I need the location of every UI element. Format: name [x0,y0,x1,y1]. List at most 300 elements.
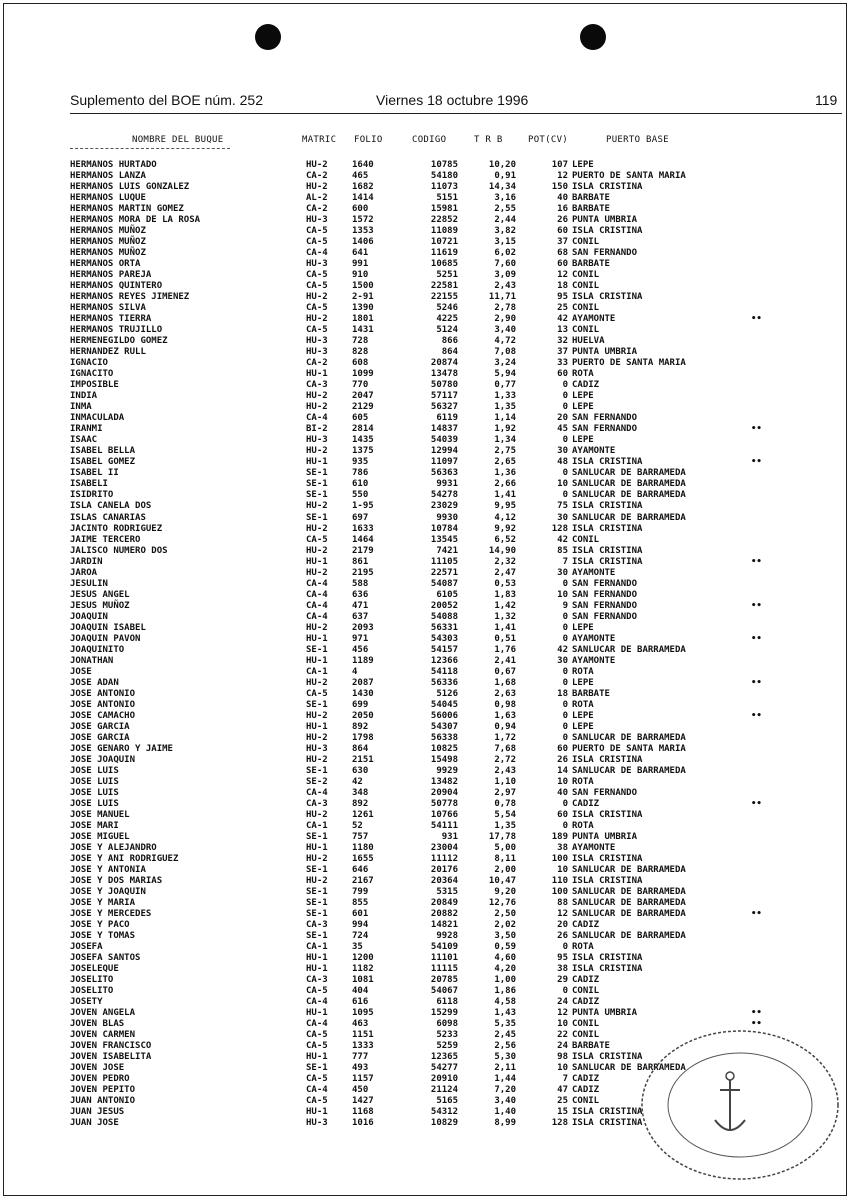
puerto-base: CONIL [572,303,600,314]
puerto-base: SANLUCAR DE BARRAMEDA [572,512,686,523]
codigo: 54067 [430,986,458,997]
codigo: 11112 [430,853,458,864]
matricula: HU-1 [306,457,328,468]
matricula: SE-1 [306,865,328,875]
codigo: 5259 [436,1041,458,1052]
folio: 600 [352,204,369,215]
puerto-base: CADIZ [572,798,600,809]
codigo: 20052 [430,600,458,611]
codigo: 13482 [430,776,458,787]
matricula: HU-2 [306,160,328,170]
folio: 616 [352,997,369,1008]
matricula: CA-4 [306,997,328,1008]
trb: 0,78 [494,798,516,809]
potencia: 0 [562,611,568,622]
table-row [0,953,852,964]
table-row [0,799,852,810]
vessel-name: JOSE Y DOS MARIAS [70,876,163,887]
table-row [0,656,852,667]
codigo: 20874 [430,358,458,369]
vessel-name: JUAN JOSE [70,1118,119,1129]
table-row [0,667,852,678]
vessel-name: HERMANOS HURTADO [70,160,157,170]
vessel-name: JOSE Y ANI RODRIGUEZ [70,853,179,864]
trb: 2,63 [494,688,516,699]
mark: •• [751,457,762,468]
potencia: 0 [562,380,568,391]
vessel-name: ISABEL GOMEZ [70,457,136,468]
trb: 3,40 [494,325,516,336]
potencia: 0 [562,710,568,721]
table-row [0,402,852,413]
trb: 0,59 [494,942,516,953]
matricula: AL-2 [306,193,328,204]
folio: 991 [352,259,369,270]
matricula: HU-2 [306,876,328,887]
vessel-name: HERMANOS MARTIN GOMEZ [70,204,184,215]
codigo: 54039 [430,435,458,446]
vessel-name: JUAN ANTONIO [70,1096,136,1107]
matricula: SE-1 [306,468,328,479]
potencia: 42 [557,644,568,655]
matricula: HU-2 [306,501,328,512]
trb: 1,92 [494,424,516,435]
vessel-name: HERMANOS LUIS GONZALEZ [70,182,190,193]
folio: 2814 [352,424,374,435]
trb: 1,63 [494,710,516,721]
folio: 786 [352,468,369,479]
potencia: 30 [557,512,568,523]
potencia: 10 [557,1063,568,1074]
header-date: Viernes 18 octubre 1996 [376,92,529,108]
folio: 52 [352,820,363,831]
codigo: 11619 [430,248,458,259]
folio: 1798 [352,732,374,743]
folio: 935 [352,457,369,468]
puerto-base: ROTA [572,942,594,953]
folio: 1500 [352,281,374,292]
matricula: CA-3 [306,920,328,931]
vessel-name: JUAN JESUS [70,1107,125,1118]
trb: 1,42 [494,600,516,611]
trb: 6,02 [494,248,516,259]
folio: 1390 [352,303,374,314]
vessel-name: JOSELITO [70,986,114,997]
vessel-name: IGNACITO [70,369,114,380]
official-stamp [635,1020,845,1180]
puerto-base: LEPE [572,710,594,721]
matricula: SE-1 [306,765,328,776]
folio: 641 [352,248,369,259]
table-row [0,997,852,1008]
potencia: 10 [557,1019,568,1030]
trb: 1,36 [494,468,516,479]
codigo: 13545 [430,534,458,545]
table-row [0,457,852,468]
puerto-base: CONIL [572,534,600,545]
potencia: 150 [551,182,568,193]
potencia: 0 [562,986,568,997]
folio: 1640 [352,160,374,170]
folio: 601 [352,909,369,920]
folio: 465 [352,171,369,182]
potencia: 68 [557,248,568,259]
trb: 5,35 [494,1019,516,1030]
table-row [0,931,852,942]
header-dashes [70,148,230,149]
trb: 1,44 [494,1074,516,1085]
potencia: 100 [551,853,568,864]
table-row [0,557,852,568]
puerto-base: ISLA CRISTINA [572,182,643,193]
table-row [0,777,852,788]
puerto-base: CONIL [572,270,600,281]
codigo: 11089 [430,226,458,237]
folio: 1333 [352,1041,374,1052]
vessel-name: HERMANOS SILVA [70,303,146,314]
codigo: 11105 [430,556,458,567]
table-row [0,964,852,975]
potencia: 0 [562,435,568,446]
col-header-trb: T R B [474,135,503,145]
trb: 5,94 [494,369,516,380]
vessel-name: JOSE LUIS [70,787,119,798]
vessel-name: JONATHAN [70,655,114,666]
folio: 2195 [352,567,374,578]
vessel-name: JOSE GARCIA [70,721,130,732]
codigo: 10766 [430,809,458,820]
folio: 605 [352,413,369,424]
folio: 699 [352,699,369,710]
codigo: 10685 [430,259,458,270]
potencia: 10 [557,479,568,490]
codigo: 56331 [430,622,458,633]
matricula: CA-5 [306,281,328,292]
matricula: CA-2 [306,358,328,369]
vessel-name: JOSE CAMACHO [70,710,136,721]
vessel-name: HERMANOS MUÑOZ [70,237,146,248]
puerto-base: ISLA CRISTINA [572,501,643,512]
puerto-base: SAN FERNANDO [572,600,638,611]
vessel-name: JAROA [70,567,98,578]
vessel-name: JOSE LUIS [70,798,119,809]
folio: 1431 [352,325,374,336]
matricula: HU-2 [306,622,328,633]
puerto-base: PUNTA UMBRIA [572,1008,638,1019]
vessel-name: HERMANOS MUÑOZ [70,226,146,237]
matricula: HU-2 [306,545,328,556]
potencia: 30 [557,655,568,666]
puerto-base: BARBATE [572,688,610,699]
puerto-base: ISLA CRISTINA [572,853,643,864]
trb: 1,00 [494,975,516,986]
puerto-base: AYAMONTE [572,314,616,325]
trb: 3,15 [494,237,516,248]
mark: •• [751,556,762,567]
vessel-name: HERMANOS MORA DE LA ROSA [70,215,201,226]
folio: 2179 [352,545,374,556]
folio: 994 [352,920,369,931]
vessel-name: JARDIN [70,556,103,567]
table-row [0,711,852,722]
potencia: 0 [562,622,568,633]
vessel-name: JOSE LUIS [70,776,119,787]
puerto-base: SANLUCAR DE BARRAMEDA [572,898,686,909]
trb: 1,33 [494,391,516,402]
trb: 1,34 [494,435,516,446]
trb: 3,16 [494,193,516,204]
puerto-base: ISLA CRISTINA [572,809,643,820]
potencia: 47 [557,1085,568,1096]
trb: 1,35 [494,402,516,413]
table-row [0,535,852,546]
col-header-pot: POT(CV) [528,135,569,145]
codigo: 20849 [430,898,458,909]
potencia: 88 [557,898,568,909]
codigo: 7421 [436,545,458,556]
potencia: 18 [557,688,568,699]
potencia: 37 [557,237,568,248]
codigo: 5151 [436,193,458,204]
codigo: 5246 [436,303,458,314]
matricula: CA-4 [306,787,328,798]
folio: 610 [352,479,369,490]
vessel-name: HERMANOS ORTA [70,259,141,270]
vessel-name: HERMANOS LANZA [70,171,146,182]
folio: 1427 [352,1096,374,1107]
puerto-base: ISLA CRISTINA [572,556,643,567]
vessel-name: HERMANOS MUÑOZ [70,248,146,259]
table-row [0,843,852,854]
codigo: 6118 [436,997,458,1008]
table-row [0,678,852,689]
codigo: 9930 [436,512,458,523]
vessel-name: JOAQUIN PAVON [70,633,141,644]
potencia: 98 [557,1052,568,1063]
folio: 1182 [352,964,374,975]
codigo: 14821 [430,920,458,931]
codigo: 54088 [430,611,458,622]
mark: •• [751,909,762,920]
matricula: CA-5 [306,226,328,237]
potencia: 24 [557,1041,568,1052]
potencia: 10 [557,776,568,787]
potencia: 10 [557,865,568,875]
table-row [0,986,852,997]
trb: 1,41 [494,490,516,501]
vessel-name: JOSELEQUE [70,964,119,975]
potencia: 0 [562,942,568,953]
vessel-name: ISIDRITO [70,490,114,501]
matricula: SE-1 [306,931,328,942]
folio: 2151 [352,754,374,765]
folio: 1099 [352,369,374,380]
matricula: CA-1 [306,820,328,831]
puerto-base: SANLUCAR DE BARRAMEDA [572,1063,686,1074]
codigo: 54157 [430,644,458,655]
folio: 777 [352,1052,369,1063]
codigo: 20785 [430,975,458,986]
potencia: 14 [557,765,568,776]
codigo: 6105 [436,589,458,600]
trb: 2,78 [494,303,516,314]
table-row [0,435,852,446]
table-row [0,513,852,524]
potencia: 20 [557,920,568,931]
potencia: 128 [551,1118,568,1129]
potencia: 0 [562,402,568,413]
folio: 1572 [352,215,374,226]
folio: 1375 [352,446,374,457]
potencia: 0 [562,578,568,589]
table-row [0,380,852,391]
potencia: 29 [557,975,568,986]
codigo: 12366 [430,655,458,666]
trb: 1,43 [494,1008,516,1019]
potencia: 0 [562,798,568,809]
vessel-name: JOVEN CARMEN [70,1030,136,1041]
trb: 11,71 [488,292,516,303]
trb: 0,51 [494,633,516,644]
folio: 450 [352,1085,369,1096]
matricula: CA-5 [306,325,328,336]
potencia: 0 [562,677,568,688]
trb: 5,30 [494,1052,516,1063]
potencia: 128 [551,523,568,534]
matricula: HU-2 [306,567,328,578]
table-row [0,579,852,590]
potencia: 0 [562,732,568,743]
puerto-base: CADIZ [572,1074,600,1085]
potencia: 12 [557,171,568,182]
table-row [0,744,852,755]
potencia: 110 [551,876,568,887]
matricula: HU-3 [306,347,328,358]
puerto-base: LEPE [572,622,594,633]
folio: 1464 [352,534,374,545]
potencia: 60 [557,743,568,754]
puerto-base: SANLUCAR DE BARRAMEDA [572,909,686,920]
codigo: 22581 [430,281,458,292]
folio: 2167 [352,876,374,887]
folio: 724 [352,931,369,942]
folio: 1682 [352,182,374,193]
potencia: 0 [562,490,568,501]
vessel-name: JOAQUIN [70,611,108,622]
folio: 1655 [352,853,374,864]
codigo: 9928 [436,931,458,942]
puerto-base: LEPE [572,402,594,413]
trb: 2,66 [494,479,516,490]
mark: •• [751,1019,762,1030]
folio: 608 [352,358,369,369]
trb: 3,82 [494,226,516,237]
mark: •• [751,600,762,611]
codigo: 56336 [430,677,458,688]
vessel-name: JESUS MUÑOZ [70,600,130,611]
trb: 8,99 [494,1118,516,1129]
matricula: HU-2 [306,402,328,413]
matricula: SE-1 [306,699,328,710]
puerto-base: ISLA CRISTINA [572,964,643,975]
puerto-base: PUNTA UMBRIA [572,215,638,226]
puerto-base: SANLUCAR DE BARRAMEDA [572,490,686,501]
puerto-base: CONIL [572,1096,600,1107]
potencia: 37 [557,347,568,358]
codigo: 15981 [430,204,458,215]
potencia: 85 [557,545,568,556]
codigo: 12365 [430,1052,458,1063]
table-row [0,347,852,358]
vessel-name: HERMANOS TIERRA [70,314,152,325]
mark: •• [751,633,762,644]
matricula: CA-3 [306,798,328,809]
puerto-base: SAN FERNANDO [572,578,638,589]
matricula: HU-3 [306,259,328,270]
matricula: CA-5 [306,1041,328,1052]
codigo: 5315 [436,887,458,898]
puerto-base: ISLA CRISTINA [572,876,643,887]
potencia: 100 [551,887,568,898]
puerto-base: SAN FERNANDO [572,589,638,600]
codigo: 56327 [430,402,458,413]
table-row [0,413,852,424]
vessel-name: JOSE MARI [70,820,119,831]
potencia: 32 [557,336,568,347]
folio: 1406 [352,237,374,248]
vessel-name: JOSE Y MERCEDES [70,909,152,920]
potencia: 10 [557,589,568,600]
puerto-base: ROTA [572,369,594,380]
puerto-base: ISLA CRISTINA [572,953,643,964]
puerto-base: AYAMONTE [572,655,616,666]
folio: 770 [352,380,369,391]
potencia: 12 [557,909,568,920]
matricula: HU-1 [306,953,328,964]
puerto-base: PUERTO DE SANTA MARIA [572,171,686,182]
puerto-base: LEPE [572,435,594,446]
puerto-base: SANLUCAR DE BARRAMEDA [572,765,686,776]
puerto-base: LEPE [572,677,594,688]
trb: 10,47 [488,876,516,887]
table-row [0,358,852,369]
puerto-base: ISLA CRISTINA [572,1118,643,1129]
trb: 3,09 [494,270,516,281]
codigo: 22571 [430,567,458,578]
vessel-name: JALISCO NUMERO DOS [70,545,168,556]
vessel-name: JOSETY [70,997,103,1008]
mark: •• [751,710,762,721]
codigo: 864 [441,347,458,358]
matricula: HU-1 [306,633,328,644]
puerto-base: CADIZ [572,920,600,931]
codigo: 12994 [430,446,458,457]
header-publication: Suplemento del BOE núm. 252 [70,92,264,108]
table-row [0,182,852,193]
folio: 2047 [352,391,374,402]
trb: 4,20 [494,964,516,975]
table-row [0,204,852,215]
puerto-base: SANLUCAR DE BARRAMEDA [572,887,686,898]
matricula: HU-2 [306,314,328,325]
vessel-name: IGNACIO [70,358,108,369]
folio: 1016 [352,1118,374,1129]
vessel-name: JOSE Y JOAQUIN [70,887,146,898]
table-row [0,446,852,457]
puerto-base: CADIZ [572,997,600,1008]
trb: 5,54 [494,809,516,820]
table-row [0,766,852,777]
